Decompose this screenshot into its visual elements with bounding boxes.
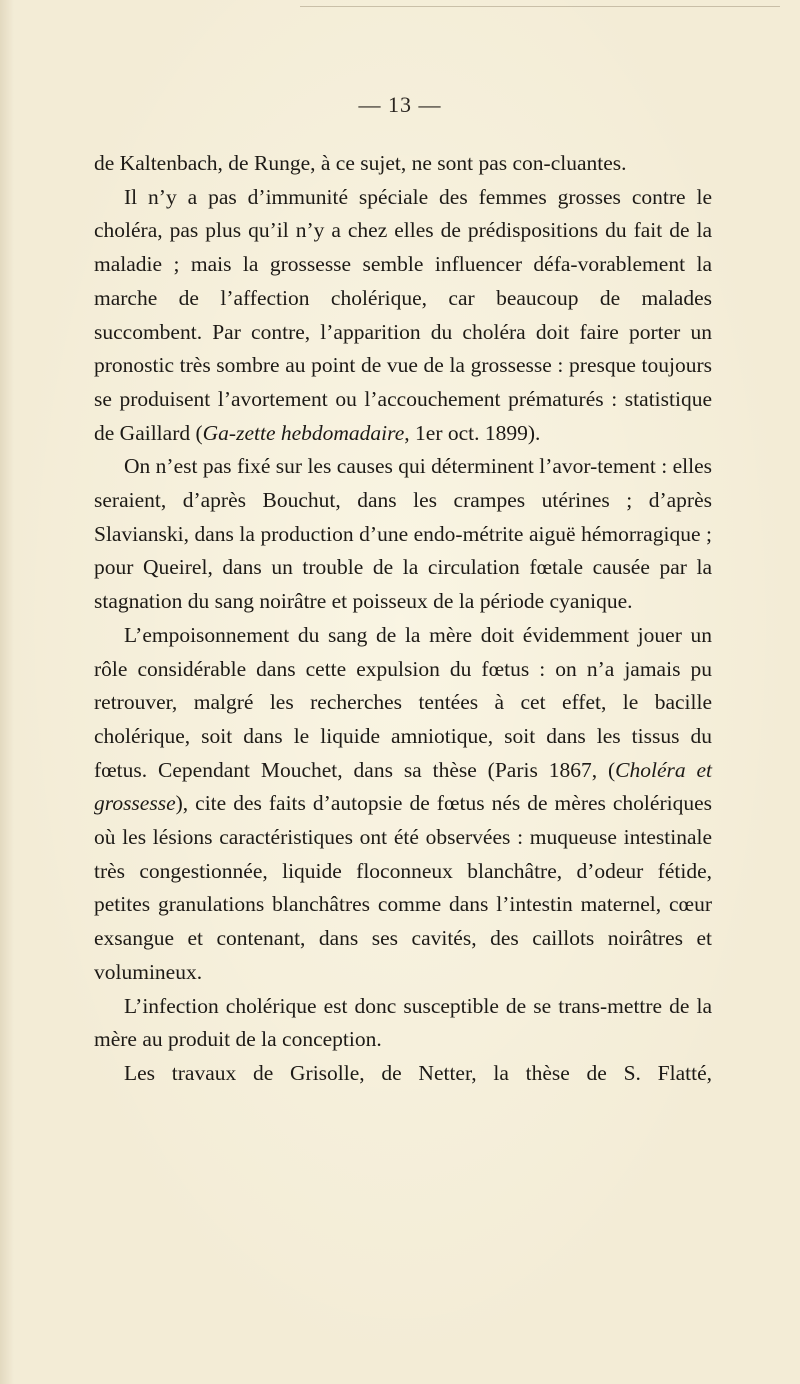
body-text (94, 147, 712, 1091)
paragraph-4 (94, 619, 712, 990)
page-number: — 13 — (358, 92, 442, 117)
text-segment: On n’est pas fixé sur les causes qui déterminent l’avor-tement : elles seraient, d’après Bouchut, dans les crampes utérines ; d’après Slavianski, dans la production d’une endo-métrite aiguë hémorragique ; pour Queirel, dans un trouble de la circulation fœtale causée par la stagnation du sang noirâtre et poisseux de la période cyanique. (94, 454, 712, 614)
paragraph-5 (94, 990, 712, 1057)
paragraph-1 (94, 147, 712, 181)
text-segment: Il n’y a pas d’immunité spéciale des femmes grosses contre le choléra, pas plus qu’il n’y a chez elles de prédispositions du fait de la maladie ; mais la grossesse semble influencer défa-vorablement la marche de l’affection cholérique, car beaucoup de malades succombent. Par contre, l’apparition du choléra doit faire porter un pronostic très sombre au point de vue de la grossesse : presque toujours se produisent l’avortement ou l’accouchement prématurés : statistique de Gaillard ( (94, 184, 712, 445)
thesis-title: Choléra et grossesse (94, 757, 712, 816)
paragraph-6 (94, 1057, 712, 1091)
paragraph-3 (94, 450, 712, 619)
text-segment: ), cite des faits d’autopsie de fœtus nés de mères cholériques où les lésions caractéristiques ont été observées : muqueuse intestinale très congestionnée, liquide floconneux blanchâtre, d’odeur fétide, petites granulations blanchâtres comme dans l’intestin maternel, cœur exsangue et contenant, dans ses cavités, des caillots noirâtres et volumineux. (94, 791, 712, 984)
journal-title: Ga-zette hebdomadaire (202, 420, 405, 445)
paragraph-2 (94, 181, 712, 451)
text-segment: L’infection cholérique est donc susceptible de se trans-mettre de la mère au produit de la conception. (94, 993, 712, 1052)
page-edge-rule (300, 6, 780, 7)
text-segment: L’empoisonnement du sang de la mère doit évidemment jouer un rôle considérable dans cette expulsion du fœtus : on n’a jamais pu retrouver, malgré les recherches tentées à cet effet, le bacille cholérique, soit dans le liquide amniotique, soit dans les tissus du fœtus. Cependant Mouchet, dans sa thèse (Paris 1867, ( (94, 622, 712, 782)
text-segment: , 1er oct. 1899). (404, 420, 541, 445)
text-segment: de Kaltenbach, de Runge, à ce sujet, ne sont pas con-cluantes. (94, 151, 627, 175)
text-segment: Les travaux de Grisolle, de Netter, la thèse de S. Flatté, (124, 1060, 712, 1085)
